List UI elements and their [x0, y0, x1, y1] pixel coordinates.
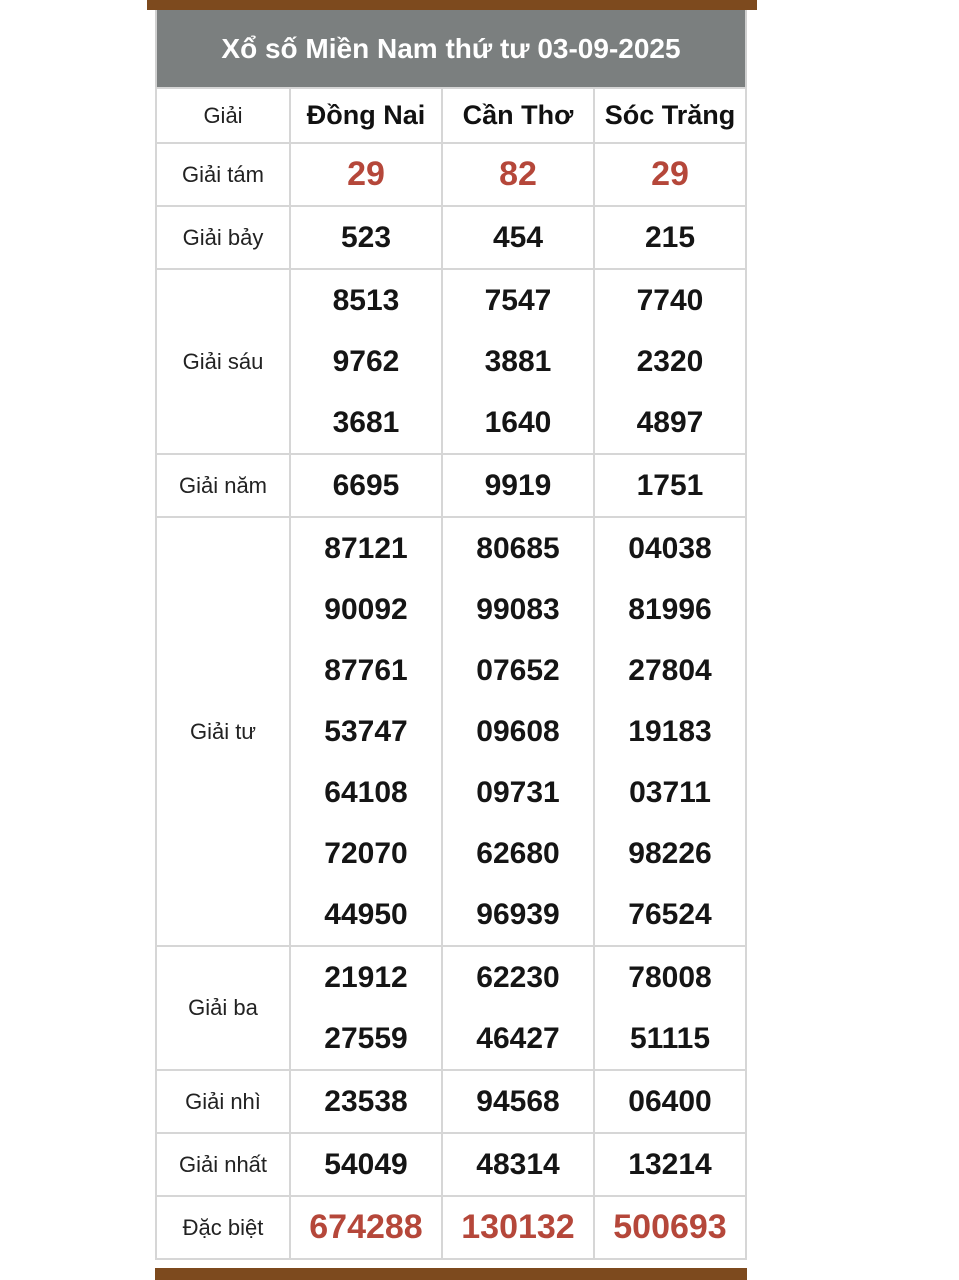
prize-cell [442, 1196, 594, 1259]
prize-number: 215 [644, 221, 696, 254]
prize-number: 21912 [324, 961, 408, 994]
prize-number: 82 [499, 155, 537, 193]
prize-number: 48314 [476, 1148, 560, 1181]
prize-row [156, 517, 746, 946]
prize-number: 29 [651, 155, 689, 193]
prize-cell [442, 1070, 594, 1133]
prize-number: 27804 [628, 654, 712, 687]
prize-row [156, 269, 746, 454]
prize-number: 03711 [629, 776, 711, 809]
results-table [155, 87, 747, 1260]
prize-cell [594, 1133, 746, 1196]
prize-number: 1640 [484, 406, 552, 439]
prize-cell [442, 1133, 594, 1196]
results-title: Xổ số Miền Nam thứ tư 03-09-2025 [155, 10, 747, 87]
prize-number: 98226 [628, 837, 712, 870]
prize-number: 1751 [636, 469, 704, 502]
prize-row [156, 206, 746, 269]
prize-row [156, 1196, 746, 1259]
prize-number: 81996 [628, 593, 712, 626]
prize-cell [442, 454, 594, 517]
prize-cell [594, 946, 746, 1070]
prize-number: 23538 [324, 1085, 408, 1118]
prize-number: 64108 [324, 776, 408, 809]
prize-cell [290, 1196, 442, 1259]
prize-number: 3881 [484, 345, 552, 378]
prize-number: 72070 [324, 837, 408, 870]
province-can-tho: Cần Thơ [442, 88, 594, 143]
prize-row [156, 946, 746, 1070]
prize-cell [290, 1070, 442, 1133]
prize-number: 27559 [324, 1022, 408, 1055]
prize-number: 96939 [476, 898, 560, 931]
prize-row [156, 454, 746, 517]
prize-number: 9919 [484, 469, 552, 502]
province-dong-nai: Đồng Nai [290, 88, 442, 143]
prize-number: 44950 [324, 898, 408, 931]
prize-cell [290, 946, 442, 1070]
prize-number: 7740 [636, 284, 704, 317]
prize-label: Giải tám [156, 143, 290, 206]
prize-number: 19183 [628, 715, 712, 748]
prize-number: 04038 [628, 532, 712, 565]
prize-cell [442, 517, 594, 946]
prize-cell [594, 454, 746, 517]
prize-number: 2320 [636, 345, 704, 378]
prize-number: 99083 [476, 593, 560, 626]
province-soc-trang: Sóc Trăng [594, 88, 746, 143]
bottom-frame-bar [155, 1268, 747, 1280]
prize-number: 523 [340, 221, 392, 254]
prize-number: 06400 [628, 1085, 712, 1118]
prize-number: 90092 [324, 593, 408, 626]
prize-number: 7547 [484, 284, 552, 317]
prize-label: Giải nhì [156, 1070, 290, 1133]
prize-cell [594, 269, 746, 454]
prize-cell [290, 454, 442, 517]
prize-number: 8513 [332, 284, 400, 317]
header-prize-label: Giải [156, 88, 290, 143]
prize-cell [442, 143, 594, 206]
prize-number: 78008 [628, 961, 712, 994]
prize-row [156, 143, 746, 206]
prize-number: 13214 [628, 1148, 712, 1181]
prize-label: Giải năm [156, 454, 290, 517]
prize-cell [442, 269, 594, 454]
special-prize-number: 500693 [613, 1208, 727, 1246]
prize-number: 46427 [476, 1022, 560, 1055]
prize-number: 53747 [324, 715, 408, 748]
prize-cell [594, 1196, 746, 1259]
prize-cell [442, 206, 594, 269]
prize-cell [290, 517, 442, 946]
prize-label: Giải tư [156, 517, 290, 946]
prize-number: 9762 [332, 345, 400, 378]
prize-cell [290, 206, 442, 269]
lottery-results-board [155, 10, 747, 1260]
prize-number: 09608 [476, 715, 560, 748]
prize-number: 87761 [324, 654, 408, 687]
prize-cell [290, 143, 442, 206]
prize-number: 76524 [628, 898, 712, 931]
special-prize-number: 674288 [309, 1208, 423, 1246]
prize-number: 94568 [476, 1085, 560, 1118]
prize-cell [290, 1133, 442, 1196]
prize-number: 454 [492, 221, 544, 254]
prize-number: 51115 [629, 1022, 711, 1055]
prize-number: 07652 [476, 654, 560, 687]
prize-label: Giải sáu [156, 269, 290, 454]
prize-label: Giải nhất [156, 1133, 290, 1196]
prize-number: 4897 [636, 406, 704, 439]
prize-number: 62680 [476, 837, 560, 870]
prize-label: Giải bảy [156, 206, 290, 269]
special-prize-number: 130132 [461, 1208, 575, 1246]
prize-cell [290, 269, 442, 454]
prize-cell [594, 206, 746, 269]
prize-cell [594, 143, 746, 206]
prize-cell [594, 517, 746, 946]
prize-number: 62230 [476, 961, 560, 994]
prize-row [156, 1133, 746, 1196]
prize-number: 09731 [476, 776, 560, 809]
prize-cell [594, 1070, 746, 1133]
prize-number: 80685 [476, 532, 560, 565]
prize-label: Đặc biệt [156, 1196, 290, 1259]
prize-number: 29 [347, 155, 385, 193]
prize-number: 54049 [324, 1148, 408, 1181]
header-row [156, 88, 746, 143]
prize-label: Giải ba [156, 946, 290, 1070]
prize-number: 6695 [332, 469, 400, 502]
prize-number: 3681 [332, 406, 400, 439]
prize-row [156, 1070, 746, 1133]
prize-number: 87121 [324, 532, 408, 565]
top-frame-bar [147, 0, 757, 10]
prize-cell [442, 946, 594, 1070]
